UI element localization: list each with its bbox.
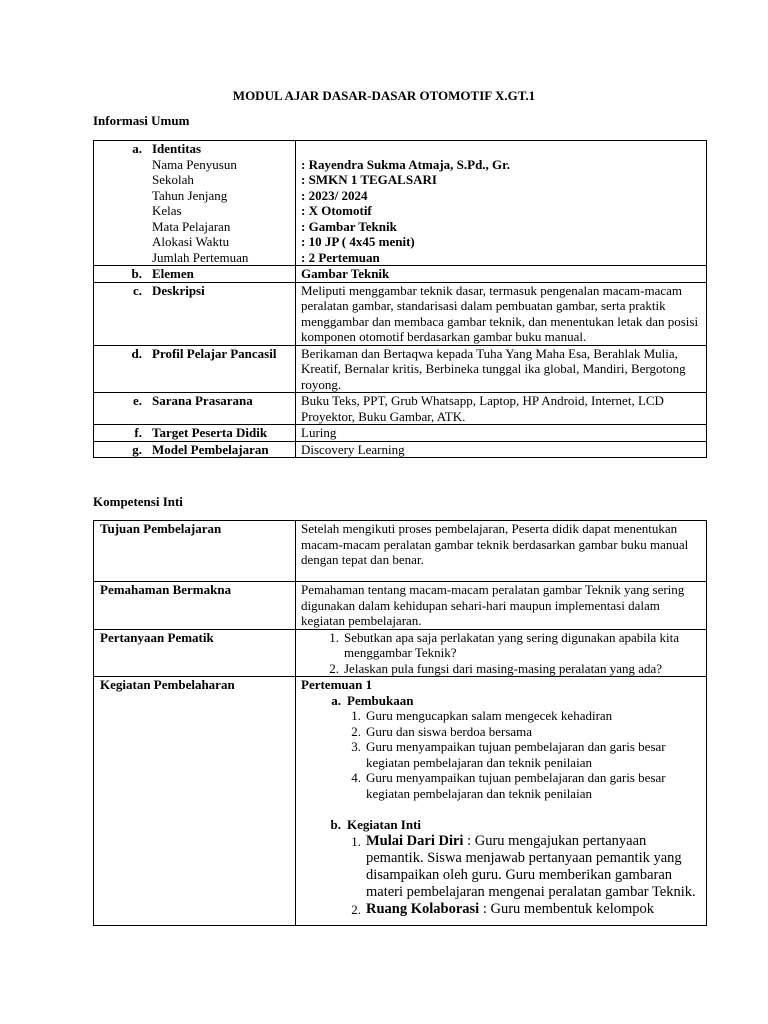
row-letter: b. (131, 266, 142, 281)
field-label-mata-pelajaran: Mata Pelajaran (152, 218, 231, 234)
identitas-label-cell (94, 141, 296, 266)
elemen-label: Elemen (152, 266, 194, 281)
target-peserta-label: Target Peserta Didik (152, 425, 268, 440)
pertemuan-heading: Pertemuan 1 (301, 677, 373, 692)
model-pembelajaran-value: Discovery Learning (296, 441, 707, 458)
tujuan-row (94, 521, 707, 582)
deskripsi-row (94, 282, 707, 345)
pertanyaan-list (301, 630, 701, 677)
deskripsi-label: Deskripsi (152, 282, 205, 298)
row-letter: g. (132, 441, 142, 457)
list-item: 2. Jelaskan pula fungsi dari masing-masing peralatan yang ada? (329, 660, 663, 676)
field-value-kelas: : X Otomotif (301, 203, 372, 218)
target-peserta-value: Luring (296, 425, 707, 442)
profil-pelajar-value: Berikaman dan Bertaqwa kepada Tuha Yang Maha Esa, Berahlak Mulia, Kreatif, Bernalar kritis, Berbineka tunggal ika global, Mandiri, Bergotong royong. (296, 345, 707, 393)
kompetensi-inti-table (93, 520, 707, 926)
profil-pelajar-label: Profil Pelajar Pancasil (152, 345, 277, 361)
pemahaman-value: Pemahaman tentang macam-macam peralatan gambar Teknik yang sering digunakan dalam kehidupan sehari-hari maupun implementasi dalam kegiatan pembelajaran. (296, 582, 707, 630)
row-letter: c. (132, 282, 142, 298)
identitas-label: Identitas (152, 141, 202, 156)
inti-list (301, 833, 701, 918)
identitas-row (94, 141, 707, 266)
tujuan-value: Setelah mengikuti proses pembelajaran, Peserta didik dapat menentukan macam-macam peralatan gambar teknik berdasarkan gambar buku manual dengan tepat dan benar. (296, 521, 707, 582)
field-label-jumlah-pertemuan: Jumlah Pertemuan (152, 249, 249, 265)
elemen-row (94, 266, 707, 283)
field-value-mata-pelajaran: : Gambar Teknik (301, 218, 397, 234)
identitas-value-cell (296, 141, 707, 266)
pembukaan-letter: a. (331, 692, 341, 708)
pemahaman-label: Pemahaman Bermakna (94, 582, 296, 630)
list-item: 2. Guru dan siswa berdoa bersama (351, 723, 533, 739)
inti-letter: b. (330, 817, 341, 832)
pertanyaan-label: Pertanyaan Pematik (94, 629, 296, 677)
pemahaman-row (94, 582, 707, 630)
pertanyaan-value (296, 629, 707, 677)
field-label-kelas: Kelas (152, 203, 182, 218)
row-letter: d. (131, 345, 142, 361)
model-pembelajaran-row (94, 441, 707, 458)
field-label-sekolah: Sekolah (152, 172, 194, 187)
field-value-alokasi-waktu: : 10 JP ( 4x45 menit) (301, 234, 415, 249)
identitas-field-labels (99, 157, 290, 266)
field-value-tahun-jenjang: : 2023/ 2024 (301, 187, 368, 203)
list-item: 1. Sebutkan apa saja perlakatan yang sering digunakan apabila kita menggambar Teknik? (329, 629, 679, 660)
inti-heading: Kegiatan Inti (347, 817, 422, 832)
section-heading-informasi-umum: Informasi Umum (93, 113, 190, 128)
field-value-sekolah: : SMKN 1 TEGALSARI (301, 172, 437, 187)
list-item: 1. Guru mengucapkan salam mengecek kehadiran (351, 708, 613, 723)
list-item: 3. Guru menyampaikan tujuan pembelajaran dan garis besar kegiatan pembelajaran dan teknik penilaian (351, 739, 666, 770)
list-item: 2. Ruang Kolaborasi : Guru membentuk kelompok (351, 900, 654, 917)
pertanyaan-row (94, 629, 707, 677)
target-peserta-row (94, 425, 707, 442)
list-item: 4. Guru menyampaikan tujuan pembelajaran dan garis besar kegiatan pembelajaran dan teknik penilaian (351, 770, 666, 801)
elemen-value: Gambar Teknik (296, 266, 707, 283)
row-letter: e. (132, 393, 142, 408)
profil-pelajar-row (94, 345, 707, 393)
field-label-tahun-jenjang: Tahun Jenjang (152, 187, 228, 203)
field-value-jumlah-pertemuan: : 2 Pertemuan (301, 249, 380, 265)
row-letter: a. (132, 141, 142, 156)
kegiatan-row (94, 677, 707, 926)
list-item: 1. Mulai Dari Diri : Guru mengajukan pertanyaan pemantik. Siswa menjawab pertanyaan pemantik yang disampaikan oleh guru. Guru memberikan gambaran materi pembelajaran mengenai peralatan gambar Teknik. (351, 832, 696, 900)
document-title: MODUL AJAR DASAR-DASAR OTOMOTIF X.GT.1 (232, 88, 536, 103)
row-letter: f. (134, 425, 142, 440)
section-heading-kompetensi-inti: Kompetensi Inti (93, 494, 183, 509)
kegiatan-label: Kegiatan Pembelaharan (94, 677, 296, 926)
tujuan-label: Tujuan Pembelajaran (94, 521, 296, 582)
kegiatan-value (296, 677, 707, 926)
pembukaan-list (301, 708, 701, 801)
sarana-prasarana-value: Buku Teks, PPT, Grub Whatsapp, Laptop, HP Android, Internet, LCD Proyektor, Buku Gambar, ATK. (296, 393, 707, 425)
deskripsi-value: Meliputi menggambar teknik dasar, termasuk pengenalan macam-macam peralatan gambar, standarisasi dalam pembuatan gambar, serta praktik menggambar dan membaca gambar teknik, dan menentukan letak dan posisi komponen otomotif berdasarkan gambar buku manual. (296, 282, 707, 345)
pembukaan-heading: Pembukaan (347, 692, 414, 708)
sarana-prasarana-row (94, 393, 707, 425)
field-value-nama-penyusun: : Rayendra Sukma Atmaja, S.Pd., Gr. (301, 156, 510, 172)
field-label-nama-penyusun: Nama Penyusun (152, 156, 237, 172)
sarana-prasarana-label: Sarana Prasarana (152, 393, 253, 408)
field-label-alokasi-waktu: Alokasi Waktu (152, 234, 230, 249)
model-pembelajaran-label: Model Pembelajaran (152, 441, 269, 457)
informasi-umum-table (93, 140, 707, 458)
